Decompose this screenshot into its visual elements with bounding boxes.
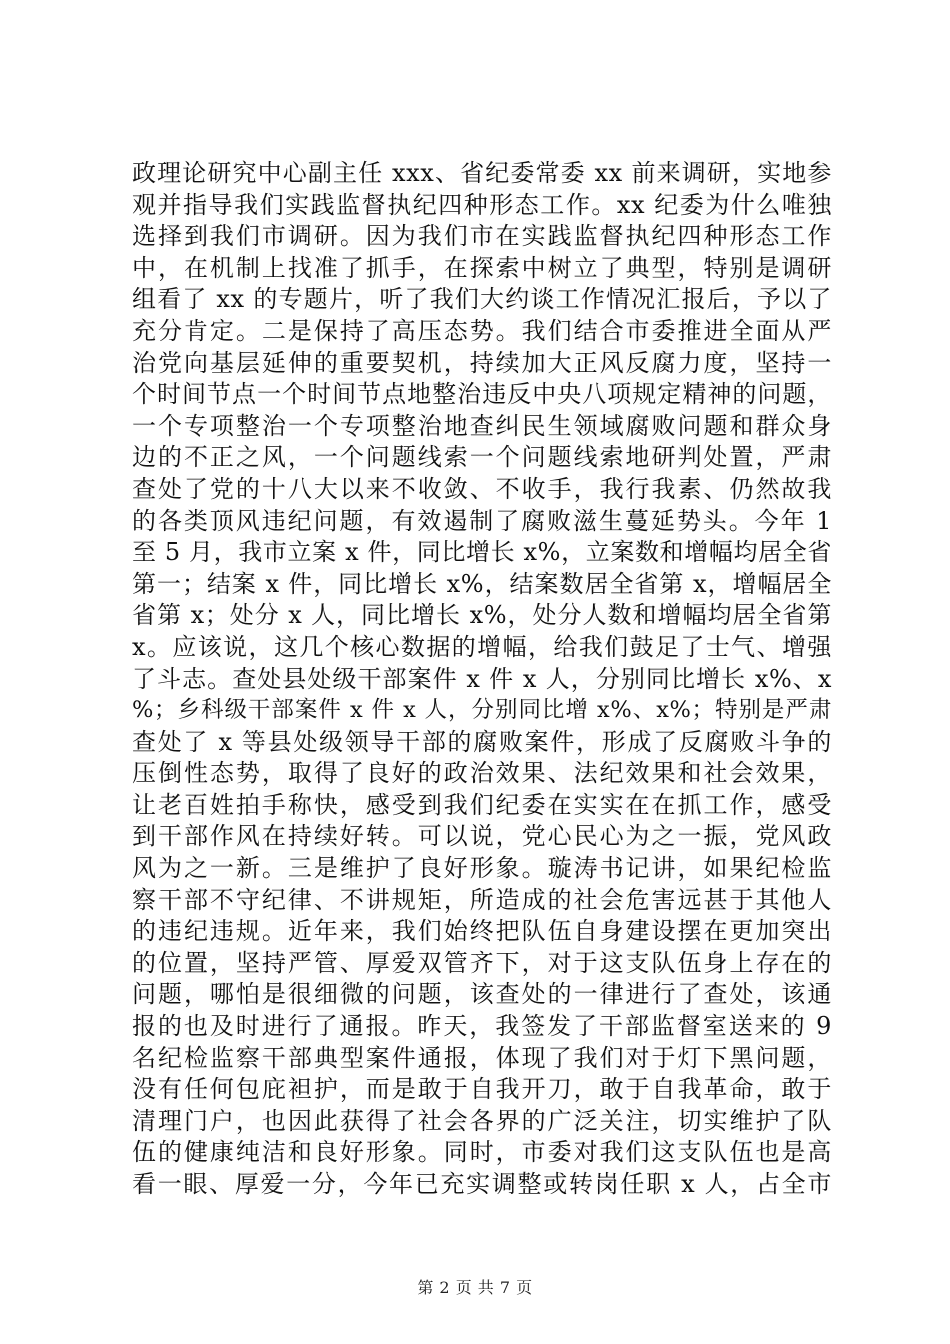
text-line: 观并指导我们实践监督执纪四种形态工作。xx 纪委为什么唯独 [132,190,832,219]
text-line: 看一眼、厚爱一分，今年已充实调整或转岗任职 x 人，占全市 [132,1170,832,1198]
text-line: 清理门户，也因此获得了社会各界的广泛关注，切实维护了队 [132,1106,832,1135]
text-line: 察干部不守纪律、不讲规矩，所造成的社会危害远甚于其他人 [132,885,832,914]
text-line: 压倒性态势，取得了良好的政治效果、法纪效果和社会效果， [132,759,832,788]
text-line: 至 5 月，我市立案 x 件，同比增长 x%，立案数和增幅均居全省 [132,538,832,567]
text-line: 省第 x；处分 x 人，同比增长 x%，处分人数和增幅均居全省第 [132,601,832,630]
text-line: 边的不正之风，一个问题线索一个问题线索地研判处置，严肃 [132,443,832,472]
text-line: 没有任何包庇袒护，而是敢于自我开刀，敢于自我革命，敢于 [132,1075,832,1104]
text-line: 组看了 xx 的专题片，听了我们大约谈工作情况汇报后，予以了 [132,285,832,314]
text-line: 中，在机制上找准了抓手，在探索中树立了典型，特别是调研 [132,253,832,282]
text-line: 一个专项整治一个专项整治地查纠民生领域腐败问题和群众身 [132,411,832,440]
text-line: 第一；结案 x 件，同比增长 x%，结案数居全省第 x，增幅居全 [132,569,832,598]
text-line: 问题，哪怕是很细微的问题，该查处的一律进行了查处，该通 [132,980,832,1009]
text-line: 查处了党的十八大以来不收敛、不收手，我行我素、仍然故我 [132,474,832,503]
text-line: 充分肯定。二是保持了高压态势。我们结合市委推进全面从严 [132,316,832,345]
text-line: 的违纪违规。近年来，我们始终把队伍自身建设摆在更加突出 [132,917,832,946]
text-line: 选择到我们市调研。因为我们市在实践监督执纪四种形态工作 [132,222,832,251]
text-line: 让老百姓拍手称快，感受到我们纪委在实实在在抓工作，感受 [132,790,832,819]
text-line: 报的也及时进行了通报。昨天，我签发了干部监督室送来的 9 [132,1012,832,1041]
text-line: 政理论研究中心副主任 xxx、省纪委常委 xx 前来调研，实地参 [132,159,832,187]
text-line: x。应该说，这几个核心数据的增幅，给我们鼓足了士气、增强 [132,632,832,661]
text-line: 的位置，坚持严管、厚爱双管齐下，对于这支队伍身上存在的 [132,948,832,977]
text-line: 名纪检监察干部典型案件通报，体现了我们对于灯下黑问题， [132,1043,832,1072]
text-line: 查处了 x 等县处级领导干部的腐败案件，形成了反腐败斗争的 [132,727,832,756]
text-line: 到干部作风在持续好转。可以说，党心民心为之一振，党风政 [132,822,832,851]
text-line: %；乡科级干部案件 x 件 x 人，分别同比增 x%、x%；特别是严肃 [132,697,832,724]
text-line: 治党向基层延伸的重要契机，持续加大正风反腐力度，坚持一 [132,348,832,377]
text-line: 伍的健康纯洁和良好形象。同时，市委对我们这支队伍也是高 [132,1138,832,1167]
page-number: 第 2 页 共 7 页 [417,1278,533,1297]
text-line: 个时间节点一个时间节点地整治违反中央八项规定精神的问题， [132,380,832,409]
document-body [132,158,832,1201]
text-line: 了斗志。查处县处级干部案件 x 件 x 人，分别同比增长 x%、x [132,664,832,693]
text-line: 的各类顶风违纪问题，有效遏制了腐败滋生蔓延势头。今年 1 [132,506,832,535]
text-line: 风为之一新。三是维护了良好形象。璇涛书记讲，如果纪检监 [132,854,832,883]
